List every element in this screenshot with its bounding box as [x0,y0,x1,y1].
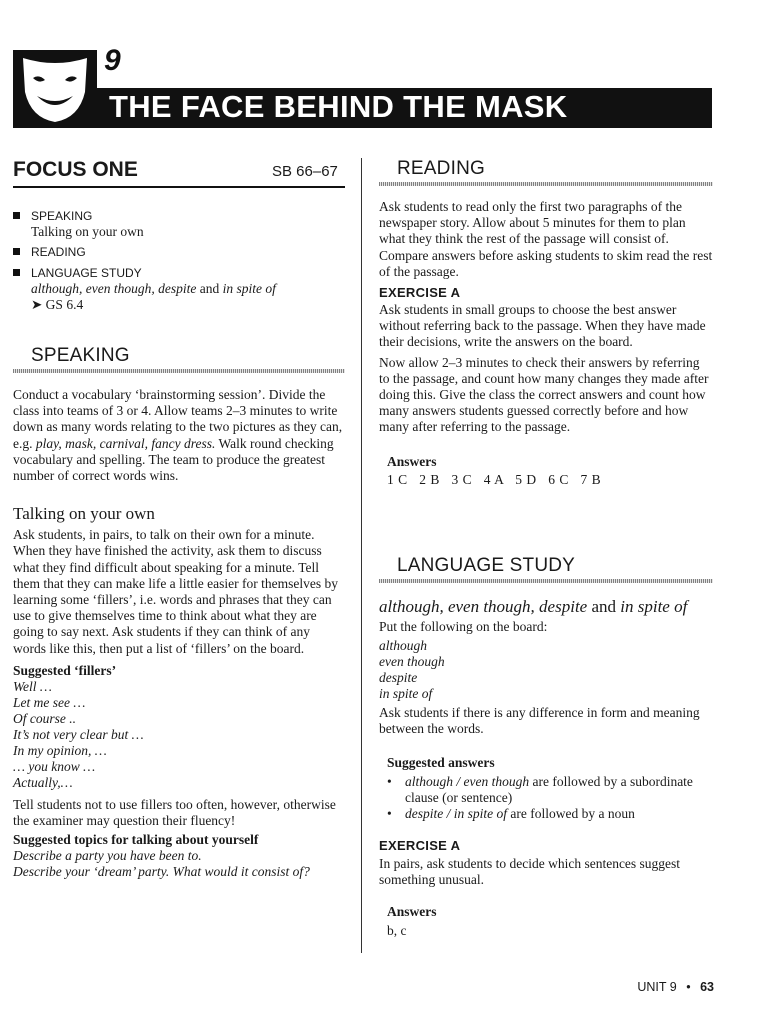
reading-para: Ask students to read only the first two paragraphs of the newspaper story. Allow about 5 minutes for them to plan what they think the rest of the passage will consist of. Compare answers before asking students to skim read the rest of the passage. [379,199,713,279]
footer-unit: UNIT 9 [637,980,677,994]
focus-item-language: LANGUAGE STUDY [13,265,348,281]
board-word: in spite of [379,686,433,702]
language-subheading: although, even though, despite and in spite of [379,597,688,616]
language-hatch [379,579,713,583]
filler-item: It’s not very clear but … [13,726,144,742]
footer-separator: • [686,980,691,994]
topics-list [13,848,345,880]
speaking-section [13,345,345,880]
reading-check-para: Now allow 2–3 minutes to check their answers by referring to the passage, and count how many changes they made after doing this. Give the class the correct answers and count how many answers students guessed correctly before and how many after referring to the passage. [379,354,709,435]
page-title: THE FACE BEHIND THE MASK [109,89,568,124]
unit-number: 9 [104,44,121,77]
focus-rule [13,186,345,188]
speaking-heading: SPEAKING [31,345,130,366]
talking-para: Ask students, in pairs, to talk on their own for a minute. When they have finished the activity, ask them to discuss what they find difficult about speaking for a minute. Tell them that they can make life a little easier for themselves by learning some ‘fillers’, i.e. words and phrases that they can use to give themselves time to think about what they are going to say next. Ask students if they can think of any words like this, then put a list of ‘fillers’ on the board. [13,527,339,656]
reading-heading: READING [397,158,485,179]
reading-exercise-label: EXERCISE A [379,285,461,301]
speaking-para: Conduct a vocabulary ‘brainstorming session’. Divide the class into teams of 3 or 4. Allow teams 2–3 minutes to write down as many words relating to the two pictures as they can, e.g. play, mask, carnival, fancy dress. Walk round checking vocabulary and spelling. The team to produce the greatest number of correct words wins. [13,387,343,484]
reading-exercise-para: Ask students in small groups to choose the best answer without referring back to the passage. When they have made their decisions, write the answers on the board. [379,302,706,350]
reading-answers: 1 C 2 B 3 C 4 A 5 D 6 C 7 B [387,471,602,487]
filler-item: Actually,… [13,774,73,790]
suggested-answers-label: Suggested answers [387,754,495,770]
sb-reference: SB 66–67 [272,163,338,180]
topic-item: Describe a party you have been to. [13,848,202,864]
focus-item-reading: READING [13,244,348,260]
page-number: 63 [700,980,714,994]
page-footer [637,980,714,994]
theatre-mask-icon [13,50,97,128]
fillers-note: Tell students not to use fillers too often, however, otherwise the examiner may question their fluency! [13,796,336,829]
suggested-answer: • although / even though are followed by a subordinate clause (or sentence) [387,773,693,805]
topics-heading: Suggested topics for talking about yourself [13,832,259,848]
fillers-list [13,679,345,791]
language-question: Ask students if there is any difference in form and meaning between the words. [379,705,700,737]
filler-item: Of course .. [13,710,76,726]
focus-list [13,206,348,313]
language-para: Put the following on the board: [379,619,548,634]
filler-item: Well … [13,678,52,694]
language-exercise-para: In pairs, ask students to decide which sentences suggest something unusual. [379,855,681,887]
focus-sub-speaking: Talking on your own [31,224,144,239]
filler-item: Let me see … [13,694,86,710]
talking-subheading: Talking on your own [13,504,155,524]
fillers-heading: Suggested ‘fillers’ [13,662,117,678]
focus-sub-language: although, even though, despite and in spite of [31,281,276,296]
language-answers-label: Answers [387,904,437,920]
language-answers: b, c [387,923,407,939]
focus-title: FOCUS ONE [13,158,138,181]
filler-item: … you know … [13,758,96,774]
title-bar [97,88,712,128]
topic-item: Describe your ‘dream’ party. What would it consist of? [13,864,310,880]
reading-section [379,158,713,488]
reading-answers-label: Answers [387,453,437,469]
language-heading: LANGUAGE STUDY [397,555,576,576]
reading-hatch [379,182,713,186]
filler-item: In my opinion, … [13,742,107,758]
suggested-answer: • despite / in spite of are followed by a noun [387,805,635,821]
board-word: although [379,638,428,654]
language-exercise-label: EXERCISE A [379,837,461,853]
column-divider [361,158,362,953]
suggested-answers-list [379,774,713,822]
focus-item-speaking: SPEAKING [13,208,348,224]
language-section [379,555,713,939]
board-words [379,638,713,702]
grammar-ref: ➤ GS 6.4 [31,297,84,312]
board-word: even though [379,654,445,670]
board-word: despite [379,670,418,686]
speaking-hatch [13,369,345,373]
